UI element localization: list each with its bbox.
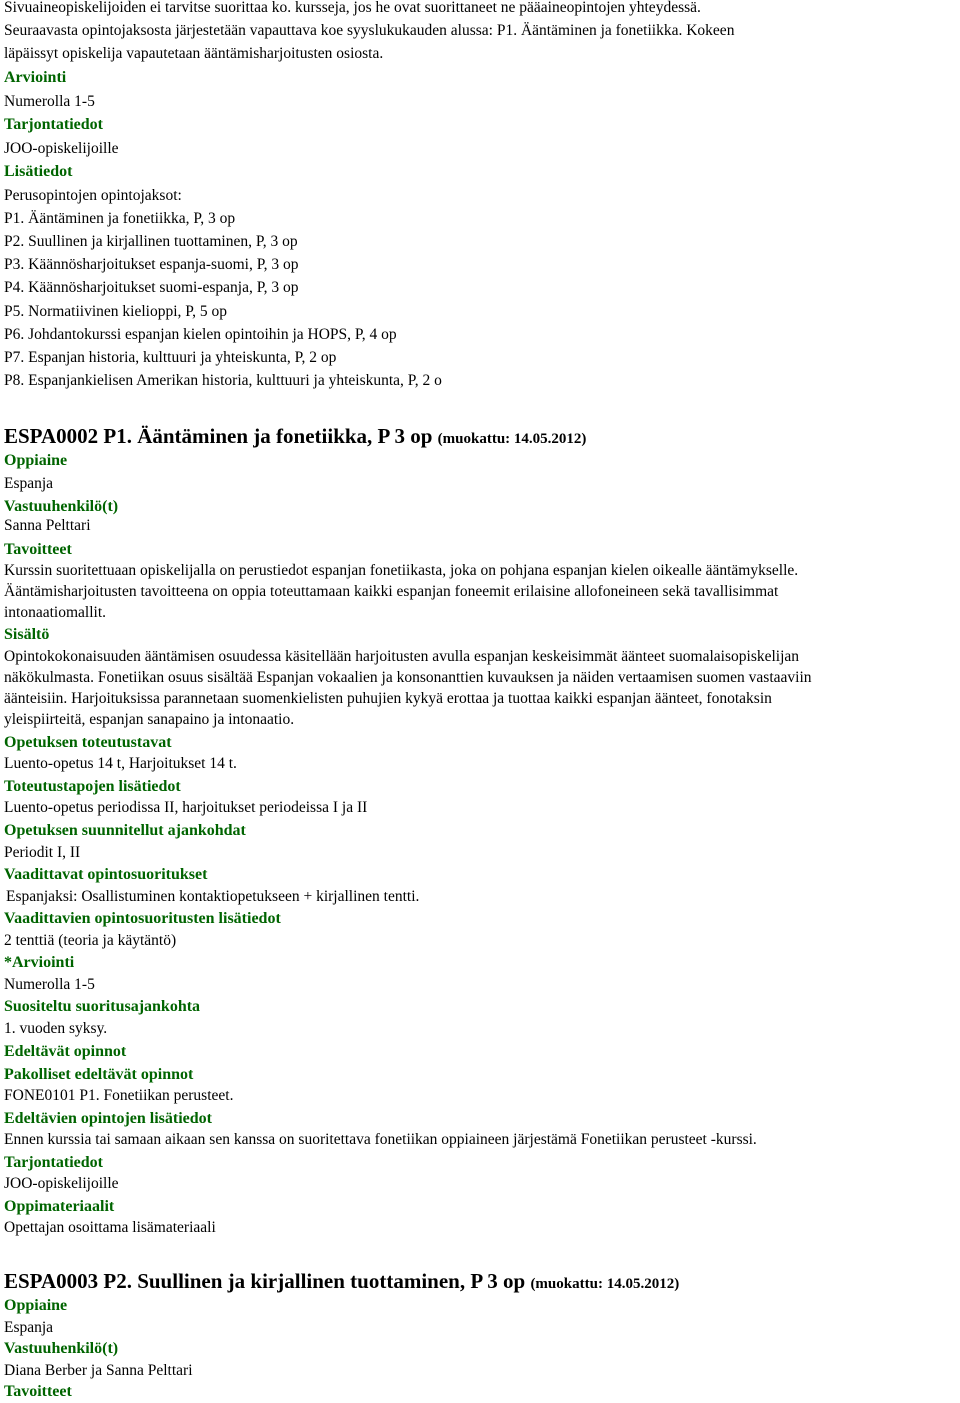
vastuuhenkilo-heading: Vastuuhenkilö(t) bbox=[4, 498, 119, 515]
suositeltu-heading: Suositeltu suoritusajankohta bbox=[4, 998, 201, 1015]
toteutustapojen-lisatiedot-value: Luento-opetus periodissa II, harjoitukset periodeissa I ja II bbox=[4, 799, 368, 816]
tavoitteet-line: Ääntämisharjoitusten tavoitteena on oppia toteuttamaan kaikki espanjan foneemit erilaisine allofoneineen sekä tavallisimmat bbox=[4, 583, 779, 600]
oppiaine-heading: Oppiaine bbox=[4, 1297, 68, 1314]
tarjontatiedot-value: JOO-opiskelijoille bbox=[4, 140, 119, 157]
modified-date: (muokattu: 14.05.2012) bbox=[530, 1276, 680, 1292]
toteutustavat-heading: Opetuksen toteutustavat bbox=[4, 734, 172, 751]
sisalto-heading: Sisältö bbox=[4, 626, 50, 643]
ajankohdat-heading: Opetuksen suunnitellut ajankohdat bbox=[4, 822, 246, 839]
tavoitteet-heading: Tavoitteet bbox=[4, 1383, 72, 1400]
opintosuoritusten-lisatiedot-value: 2 tenttiä (teoria ja käytäntö) bbox=[4, 932, 177, 949]
oppimateriaalit-value: Opettajan osoittama lisämateriaali bbox=[4, 1219, 216, 1236]
tavoitteet-heading: Tavoitteet bbox=[4, 541, 72, 558]
sisalto-line: yleispiirteitä, espanjan sanapaino ja intonaatio. bbox=[4, 711, 295, 728]
oppimateriaalit-heading: Oppimateriaalit bbox=[4, 1198, 115, 1215]
vastuuhenkilo-value: Sanna Pelttari bbox=[4, 517, 91, 534]
course-title bbox=[4, 1269, 679, 1294]
course-list-item: P4. Käännösharjoitukset suomi-espanja, P, 3 op bbox=[4, 279, 299, 296]
lisatiedot-heading: Lisätiedot bbox=[4, 163, 73, 180]
tarjontatiedot-heading: Tarjontatiedot bbox=[4, 116, 103, 133]
tarjontatiedot-value: JOO-opiskelijoille bbox=[4, 1175, 119, 1192]
edeltavien-lisatiedot-heading: Edeltävien opintojen lisätiedot bbox=[4, 1110, 213, 1127]
oppiaine-value: Espanja bbox=[4, 1319, 54, 1336]
tarjontatiedot-heading: Tarjontatiedot bbox=[4, 1154, 103, 1171]
lisatiedot-value: Perusopintojen opintojaksot: bbox=[4, 187, 182, 204]
course-list-item: P5. Normatiivinen kielioppi, P, 5 op bbox=[4, 303, 228, 320]
arviointi-value: Numerolla 1-5 bbox=[4, 976, 95, 993]
intro-line: Seuraavasta opintojaksosta järjestetään vapauttava koe syyslukukauden alussa: P1. Ääntäminen ja fonetiikka. Kokeen bbox=[4, 22, 735, 39]
vastuuhenkilo-value: Diana Berber ja Sanna Pelttari bbox=[4, 1362, 193, 1379]
sisalto-line: Opintokokonaisuuden ääntämisen osuudessa käsitellään harjoitusten avulla espanjan keskeisimmät äänteet suomalaisopiskelijan bbox=[4, 648, 800, 665]
opintosuoritukset-heading: Vaadittavat opintosuoritukset bbox=[4, 866, 208, 883]
oppiaine-heading: Oppiaine bbox=[4, 452, 68, 469]
pakolliset-value: FONE0101 P1. Fonetiikan perusteet. bbox=[4, 1087, 234, 1104]
toteutustavat-value: Luento-opetus 14 t, Harjoitukset 14 t. bbox=[4, 755, 237, 772]
edeltavat-opinnot-heading: Edeltävät opinnot bbox=[4, 1043, 127, 1060]
vastuuhenkilo-heading: Vastuuhenkilö(t) bbox=[4, 1340, 119, 1357]
tavoitteet-line: Kurssin suoritettuaan opiskelijalla on perustiedot espanjan fonetiikasta, joka on pohjana espanjan kielen oikealle ääntämykselle. bbox=[4, 562, 799, 579]
course-list-item: P6. Johdantokurssi espanjan kielen opintoihin ja HOPS, P, 4 op bbox=[4, 326, 397, 343]
course-title bbox=[4, 424, 586, 449]
toteutustapojen-lisatiedot-heading: Toteutustapojen lisätiedot bbox=[4, 778, 181, 795]
intro-line: läpäissyt opiskelija vapautetaan ääntämisharjoitusten osiosta. bbox=[4, 45, 384, 62]
modified-date: (muokattu: 14.05.2012) bbox=[437, 431, 587, 447]
suositeltu-value: 1. vuoden syksy. bbox=[4, 1020, 108, 1037]
tavoitteet-line: intonaatiomallit. bbox=[4, 604, 107, 621]
arviointi-heading: Arviointi bbox=[4, 69, 67, 86]
sisalto-line: näkökulmasta. Fonetiikan osuus sisältää Espanjan vokaalien ja konsonanttien kuvauksen ja näiden vertaamisen suomen vastaaviin bbox=[4, 669, 812, 686]
opintosuoritusten-lisatiedot-heading: Vaadittavien opintosuoritusten lisätiedot bbox=[4, 910, 281, 927]
course-title-text: ESPA0002 P1. Ääntäminen ja fonetiikka, P 3 op bbox=[4, 424, 433, 448]
course-list-item: P1. Ääntäminen ja fonetiikka, P, 3 op bbox=[4, 210, 236, 227]
course-list-item: P7. Espanjan historia, kulttuuri ja yhteiskunta, P, 2 op bbox=[4, 349, 337, 366]
intro-line: Sivuaineopiskelijoiden ei tarvitse suorittaa ko. kursseja, jos he ovat suorittaneet ne pääaineopintojen yhteydessä. bbox=[4, 0, 701, 16]
pakolliset-heading: Pakolliset edeltävät opinnot bbox=[4, 1066, 194, 1083]
course-list-item: P2. Suullinen ja kirjallinen tuottaminen, P, 3 op bbox=[4, 233, 298, 250]
sisalto-line: äänteisiin. Harjoituksissa parannetaan suomenkielisten puhujien kykyä erottaa ja tuottaa kaikki espanjan äänteet, fonotaksin bbox=[4, 690, 772, 707]
arviointi-heading: *Arviointi bbox=[4, 954, 75, 971]
oppiaine-value: Espanja bbox=[4, 475, 54, 492]
arviointi-value: Numerolla 1-5 bbox=[4, 93, 95, 110]
ajankohdat-value: Periodit I, II bbox=[4, 844, 81, 861]
opintosuoritukset-value: Espanjaksi: Osallistuminen kontaktiopetukseen + kirjallinen tentti. bbox=[6, 888, 420, 905]
course-title-text: ESPA0003 P2. Suullinen ja kirjallinen tuottaminen, P 3 op bbox=[4, 1269, 526, 1293]
course-list-item: P3. Käännösharjoitukset espanja-suomi, P, 3 op bbox=[4, 256, 299, 273]
course-list-item: P8. Espanjankielisen Amerikan historia, kulttuuri ja yhteiskunta, P, 2 o bbox=[4, 372, 442, 389]
edeltavien-lisatiedot-value: Ennen kurssia tai samaan aikaan sen kanssa on suoritettava fonetiikan oppiaineen järjestämä Fonetiikan perusteet -kurssi. bbox=[4, 1131, 757, 1148]
